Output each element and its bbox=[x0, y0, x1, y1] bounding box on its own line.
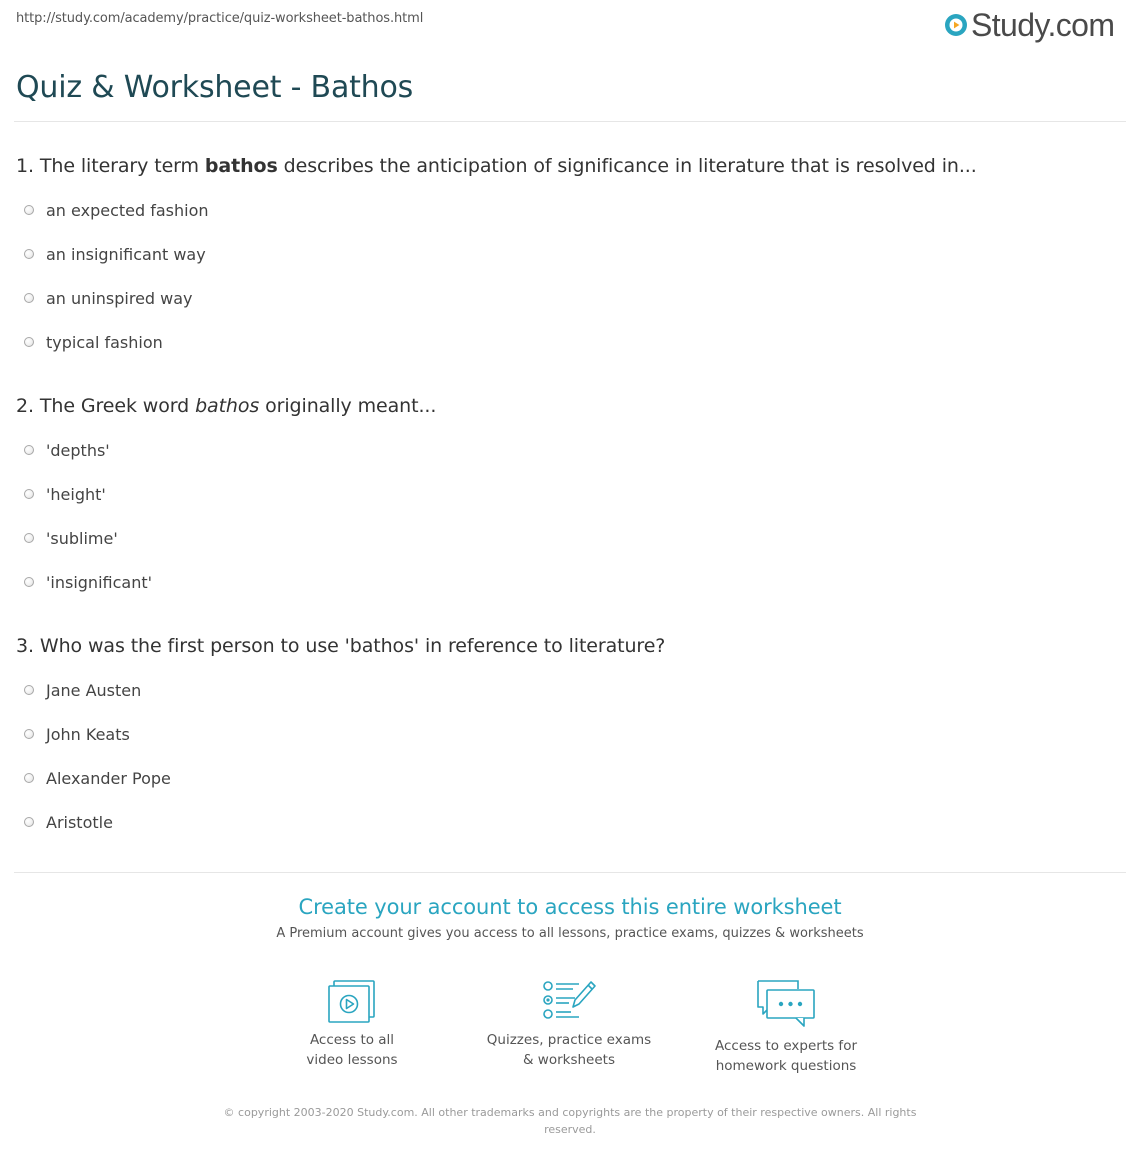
question-emphasis: bathos bbox=[195, 395, 260, 417]
answer-label: 'sublime' bbox=[46, 528, 118, 548]
radio-button[interactable] bbox=[24, 729, 34, 739]
play-logo-icon bbox=[944, 13, 968, 37]
answer-option[interactable] bbox=[24, 527, 118, 549]
logo-text: Study.com bbox=[971, 6, 1115, 43]
answer-option[interactable] bbox=[24, 439, 110, 461]
feature-label: Quizzes, practice exams & worksheets bbox=[486, 1032, 652, 1068]
feature-quizzes bbox=[469, 978, 669, 1070]
answer-option[interactable] bbox=[24, 571, 152, 593]
radio-button[interactable] bbox=[24, 205, 34, 215]
title-divider bbox=[14, 121, 1126, 122]
answer-label: Jane Austen bbox=[46, 680, 142, 700]
question-number: 1. bbox=[16, 155, 34, 177]
radio-button[interactable] bbox=[24, 249, 34, 259]
answer-label: 'insignificant' bbox=[46, 572, 152, 592]
feature-label: Access to experts for homework questions bbox=[714, 1038, 857, 1074]
question-text: Who was the first person to use 'bathos' in reference to literature? bbox=[39, 635, 666, 657]
radio-button[interactable] bbox=[24, 577, 34, 587]
answer-label: 'height' bbox=[46, 484, 106, 504]
answer-label: Alexander Pope bbox=[46, 768, 171, 788]
radio-button[interactable] bbox=[24, 773, 34, 783]
answer-label: John Keats bbox=[46, 724, 130, 744]
cta-subtitle: A Premium account gives you access to all lessons, practice exams, quizzes & worksheets bbox=[276, 926, 864, 941]
answer-option[interactable] bbox=[24, 331, 163, 353]
question-text: originally meant... bbox=[265, 395, 437, 417]
question-text: describes the anticipation of significance in literature that is resolved in... bbox=[283, 155, 977, 177]
question-number: 3. bbox=[16, 635, 34, 657]
answer-option[interactable] bbox=[24, 199, 209, 221]
page-title: Quiz & Worksheet - Bathos bbox=[16, 70, 414, 105]
question-3 bbox=[16, 635, 1126, 657]
chat-experts-icon bbox=[754, 978, 818, 1030]
feature-label: Access to all video lessons bbox=[306, 1032, 398, 1068]
study-logo[interactable] bbox=[944, 6, 1114, 44]
copyright-footer: © copyright 2003-2020 Study.com. All other trademarks and copyrights are the property of their respective owners. All rights reserved. bbox=[223, 1106, 917, 1136]
question-2 bbox=[16, 395, 1126, 417]
video-lessons-icon bbox=[325, 978, 379, 1024]
feature-experts bbox=[686, 978, 886, 1076]
question-text: The Greek word bbox=[39, 395, 190, 417]
answer-option[interactable] bbox=[24, 679, 141, 701]
question-emphasis: bathos bbox=[204, 155, 278, 177]
radio-button[interactable] bbox=[24, 337, 34, 347]
radio-button[interactable] bbox=[24, 489, 34, 499]
question-text: The literary term bbox=[39, 155, 199, 177]
answer-label: 'depths' bbox=[46, 440, 110, 460]
answer-option[interactable] bbox=[24, 287, 193, 309]
radio-button[interactable] bbox=[24, 685, 34, 695]
quiz-checklist-icon bbox=[539, 978, 599, 1024]
answer-option[interactable] bbox=[24, 811, 113, 833]
answer-label: an insignificant way bbox=[46, 244, 206, 264]
radio-button[interactable] bbox=[24, 533, 34, 543]
page-url: http://study.com/academy/practice/quiz-worksheet-bathos.html bbox=[16, 11, 424, 26]
answer-option[interactable] bbox=[24, 243, 206, 265]
answer-label: an uninspired way bbox=[46, 288, 193, 308]
answer-label: an expected fashion bbox=[46, 200, 209, 220]
quiz-divider bbox=[14, 872, 1126, 873]
answer-option[interactable] bbox=[24, 483, 106, 505]
radio-button[interactable] bbox=[24, 817, 34, 827]
radio-button[interactable] bbox=[24, 293, 34, 303]
answer-label: typical fashion bbox=[46, 332, 163, 352]
answer-label: Aristotle bbox=[46, 812, 113, 832]
answer-option[interactable] bbox=[24, 723, 130, 745]
create-account-link[interactable]: Create your account to access this entire worksheet bbox=[298, 895, 842, 919]
answer-option[interactable] bbox=[24, 767, 171, 789]
question-number: 2. bbox=[16, 395, 34, 417]
feature-video-lessons bbox=[252, 978, 452, 1070]
question-1 bbox=[16, 155, 1126, 177]
radio-button[interactable] bbox=[24, 445, 34, 455]
